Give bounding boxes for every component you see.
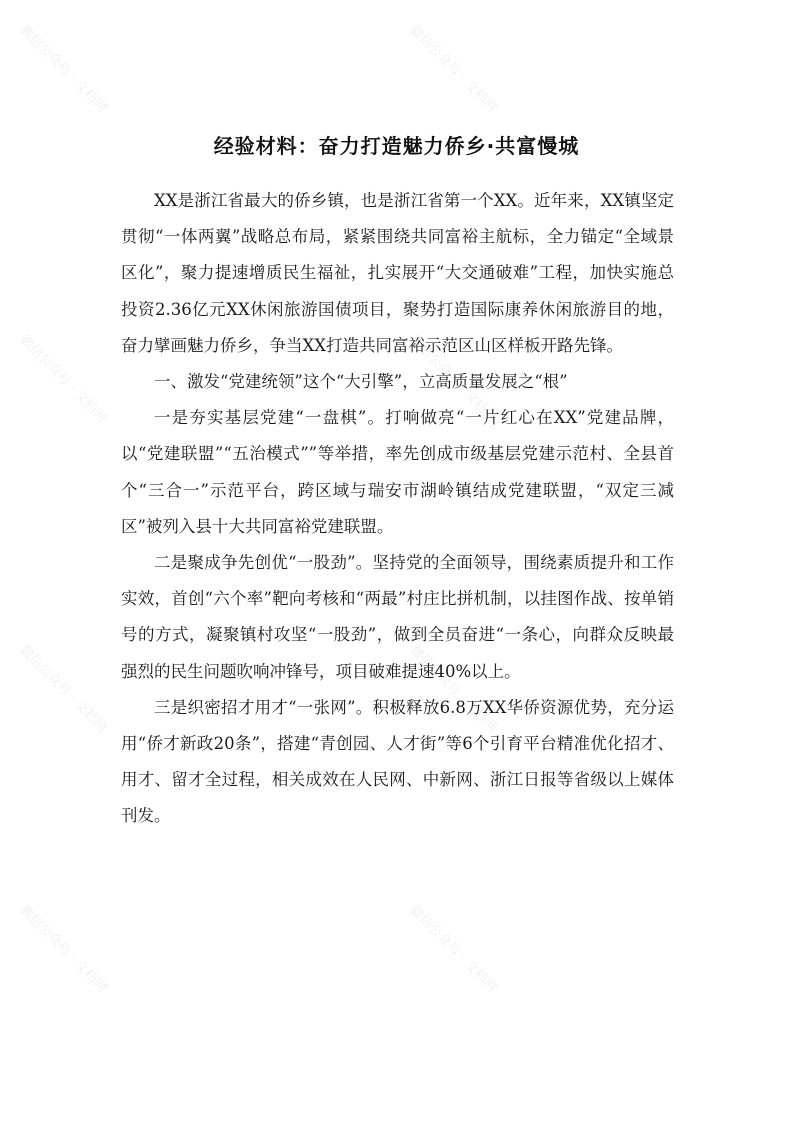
body-paragraph: 三是织密招才用才“一张网”。积极释放6.8万XX华侨资源优势，充分运用“侨才新政20条”，搭建“青创园、人才街”等6个引育平台精准优化招才、用才、留才全过程，相关成效在人民网、中新网、浙江日报等省级以上媒体刊发。 (121, 697, 674, 826)
body-paragraph: 二是聚成争先创优“一股劲”。坚持党的全面领导，围绕素质提升和工作实效，首创“六个率”靶向考核和“两最”村庄比拼机制，以挂图作战、按单销号的方式，凝聚镇村攻坚“一股劲”，做到全员奋进“一条心，向群众反映最强烈的民生问题吹响冲锋号，项目破难提速40%以上。 (121, 553, 674, 681)
watermark: 微信公众号 · 文档网 (16, 902, 110, 996)
watermark: 微信公众号 · 文档网 (406, 902, 500, 996)
watermark: 微信公众号 · 文档网 (16, 22, 110, 116)
section-heading: 一、激发“党建统领”这个“大引擎”，立高质量发展之“根” (154, 372, 568, 392)
intro-paragraph: XX是浙江省最大的侨乡镇，也是浙江省第一个XX。近年来，XX镇坚定贯彻“一体两翼”战略总布局，紧紧围绕共同富裕主航标，全力锚定“全域景区化”，聚力提速增质民生福祉，扎实展开“大交通破难”工程，加快实施总投资2.36亿元XX休闲旅游国债项目，聚势打造国际康养休闲旅游目的地，奋力擘画魅力侨乡，争当XX打造共同富裕示范区山区样板开路先锋。 (121, 191, 674, 355)
watermark: 微信公众号 · 文档网 (406, 22, 500, 116)
watermark: 微信公众号 · 文档网 (406, 642, 500, 736)
document-body (121, 183, 674, 835)
watermark: 微信公众号 · 文档网 (16, 642, 110, 736)
document-title: 经验材料：奋力打造魅力侨乡·共富慢城 (213, 134, 580, 158)
watermark: 微信公众号 · 文档网 (16, 332, 110, 426)
body-paragraph: 一是夯实基层党建“一盘棋”。打响做亮“一片红心在XX”党建品牌，以“党建联盟”“五治模式””等举措，率先创成市级基层党建示范村、全县首个“三合一”示范平台，跨区域与瑞安市湖岭镇结成党建联盟，“双定三减区”被列入县十大共同富裕党建联盟。 (121, 408, 674, 536)
watermark: 微信公众号 · 文档网 (406, 332, 500, 426)
